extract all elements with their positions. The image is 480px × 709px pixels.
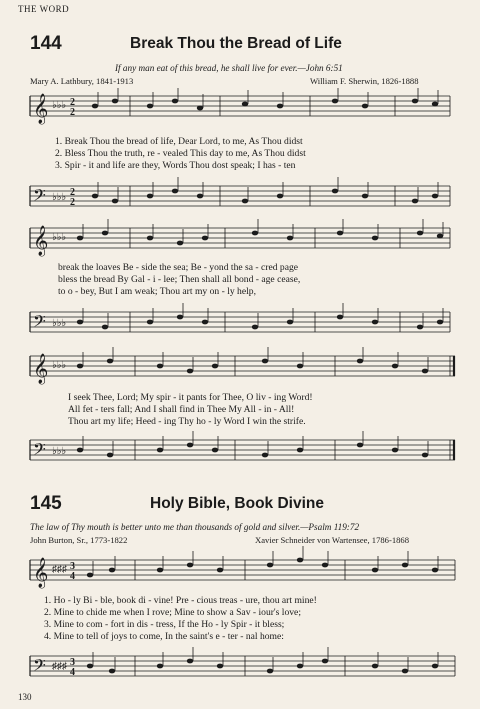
lyric-line: Thou art my life; Heed - ing Thy ho - ly Word I win the strife. (68, 416, 306, 427)
hymn-epigraph: If any man eat of this bread, he shall live for ever.—John 6:51 (115, 63, 343, 73)
svg-text:4: 4 (70, 667, 75, 678)
music-staff-bass (0, 172, 480, 218)
hymn-author: Mary A. Lathbury, 1841-1913 (30, 76, 134, 86)
svg-text:♭♭♭: ♭♭♭ (52, 360, 67, 371)
svg-text:𝄢: 𝄢 (33, 657, 46, 679)
svg-text:♭♭♭: ♭♭♭ (52, 446, 67, 457)
svg-text:𝄢: 𝄢 (33, 313, 46, 335)
hymn-author: John Burton, Sr., 1773-1822 (30, 535, 128, 545)
svg-text:3: 3 (70, 657, 75, 668)
lyric-line: All fet - ters fall; And I shall find in Thee My All - in - All! (68, 404, 295, 415)
music-staff-treble (0, 88, 480, 140)
svg-text:𝄞: 𝄞 (33, 354, 49, 383)
lyric-line: to o - bey, But I am weak; Thou art my on - ly help, (58, 286, 256, 297)
hymn-epigraph: The law of Thy mouth is better unto me than thousands of gold and silver.—Psalm 119:72 (30, 522, 360, 532)
svg-text:♭♭♭: ♭♭♭ (52, 232, 67, 243)
svg-text:2: 2 (70, 107, 75, 118)
svg-text:2: 2 (70, 197, 75, 208)
music-staff-bass (0, 644, 480, 688)
music-staff-treble (0, 546, 480, 596)
hymn-composer: Xavier Schneider von Wartensee, 1786-1868 (255, 535, 410, 545)
lyric-line: bless the bread By Gal - i - lee; Then shall all bond - age cease, (58, 274, 301, 285)
svg-text:♭♭♭: ♭♭♭ (52, 192, 67, 203)
lyric-line: 1. Ho - ly Bi - ble, book di - vine! Pre - cious treas - ure, thou art mine! (44, 595, 317, 606)
svg-text:♯♯♯: ♯♯♯ (52, 661, 67, 672)
hymn-number: 145 (30, 493, 62, 514)
hymn-composer: William F. Sherwin, 1826-1888 (310, 76, 419, 86)
svg-text:3: 3 (70, 561, 75, 572)
lyric-line: 3. Mine to com - fort in dis - tress, If the Ho - ly Spir - it bless; (44, 619, 285, 630)
svg-text:𝄢: 𝄢 (33, 441, 46, 463)
hymn-title: Break Thou the Bread of Life (130, 35, 342, 52)
lyric-line: 2. Bless Thou the truth, re - vealed This day to me, As Thou didst (55, 148, 306, 159)
lyric-line: 2. Mine to chide me when I rove; Mine to show a Sav - iour's love; (44, 607, 301, 618)
svg-text:𝄞: 𝄞 (33, 94, 49, 123)
music-staff-bass (0, 298, 480, 344)
lyric-line: I seek Thee, Lord; My spir - it pants for Thee, O liv - ing Word! (68, 392, 313, 403)
page-number: 130 (18, 692, 32, 702)
svg-text:𝄞: 𝄞 (33, 558, 49, 587)
hymn-title: Holy Bible, Book Divine (150, 495, 324, 512)
svg-text:4: 4 (70, 571, 75, 582)
svg-text:𝄢: 𝄢 (33, 187, 46, 209)
music-staff-treble (0, 218, 480, 262)
svg-text:♭♭♭: ♭♭♭ (52, 100, 67, 111)
lyric-line: 4. Mine to tell of joys to come, In the saint's e - ter - nal home: (44, 631, 284, 642)
svg-text:2: 2 (70, 97, 75, 108)
lyric-line: break the loaves Be - side the sea; Be - yond the sa - cred page (58, 262, 299, 273)
music-staff-bass (0, 428, 480, 474)
svg-text:♯♯♯: ♯♯♯ (52, 564, 67, 575)
section-label: THE WORD (18, 4, 70, 14)
hymn-number: 144 (30, 33, 62, 54)
svg-text:♭♭♭: ♭♭♭ (52, 318, 67, 329)
lyric-line: 3. Spir - it and life are they, Words Thou dost speak; I has - ten (55, 160, 296, 171)
svg-text:𝄞: 𝄞 (33, 226, 49, 255)
lyric-line: 1. Break Thou the bread of life, Dear Lord, to me, As Thou didst (55, 136, 303, 147)
music-staff-treble (0, 344, 480, 394)
svg-text:2: 2 (70, 187, 75, 198)
